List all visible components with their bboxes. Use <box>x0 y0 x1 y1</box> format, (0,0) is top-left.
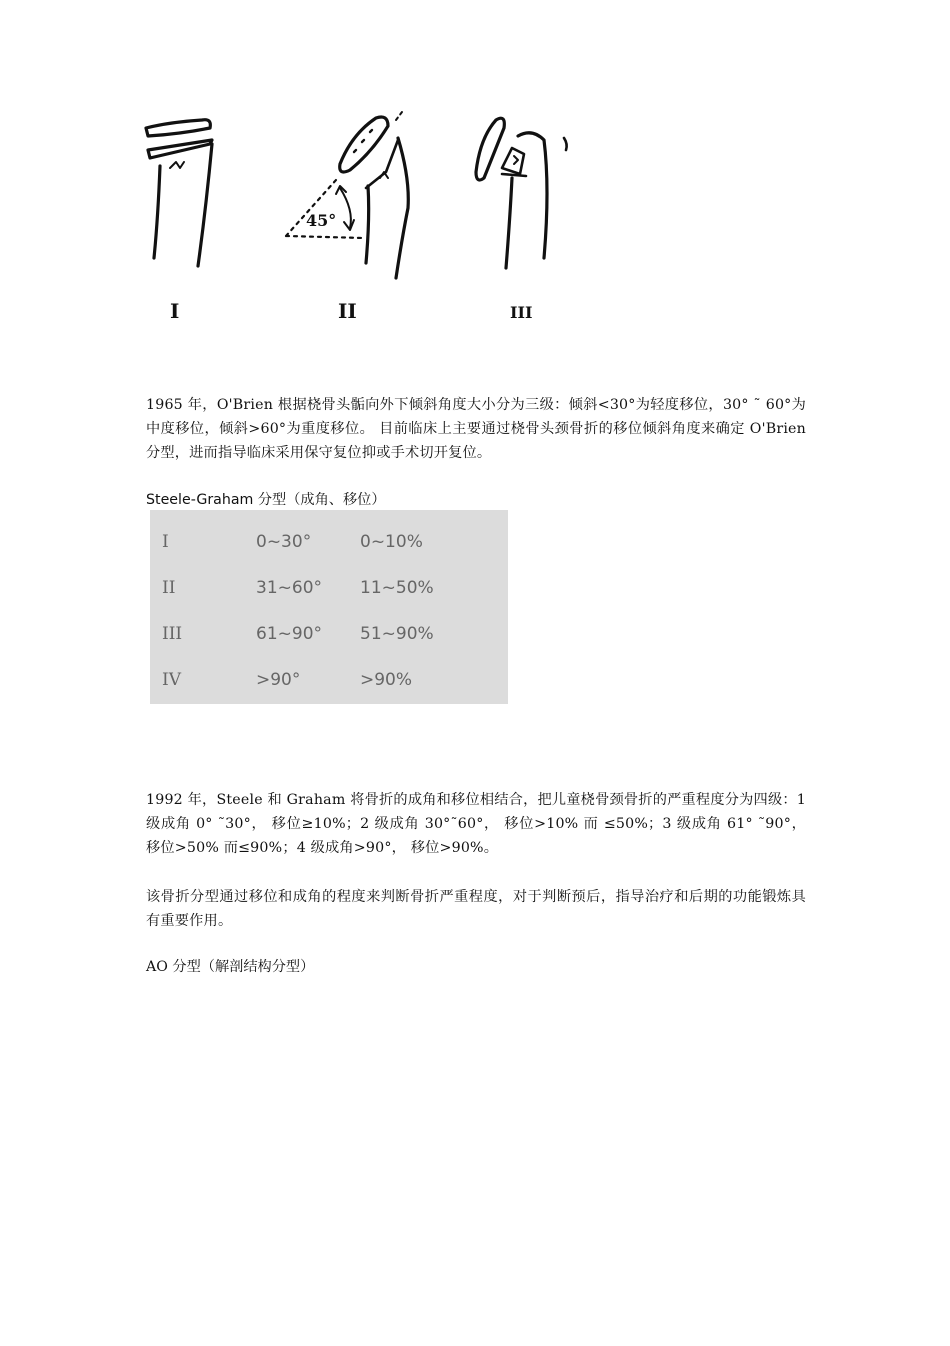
steele-graham-heading: Steele-Graham 分型（成角、移位） <box>146 492 386 508</box>
figure-label-2: II <box>338 299 357 323</box>
table-cell-grade: III <box>162 624 183 644</box>
table-cell-angle: >90° <box>256 670 301 690</box>
table-cell-angle: 31~60° <box>256 578 323 598</box>
angle-arrow <box>340 188 351 228</box>
ao-heading: AO 分型（解剖结构分型） <box>146 959 315 975</box>
table-cell-grade: IV <box>162 670 181 690</box>
figure-label-3: III <box>510 303 533 322</box>
table-cell-displacement: 0~10% <box>360 532 423 552</box>
steele-graham-table <box>150 510 508 704</box>
table-cell-displacement: 51~90% <box>360 624 434 644</box>
figure-1-shaft-right <box>198 144 212 266</box>
obrien-classification-figure <box>140 108 580 333</box>
steele-graham-paragraph: 1992 年，Steele 和 Graham 将骨折的成角和移位相结合，把儿童桡骨颈骨折的严重程度分为四级：1 级成角 0° ˜30°， 移位≥10%；2 级成角 30°˜60°， 移位>10% 而 ≤50%；3 级成角 61° ˜90°， 移位>50% 而≤90%；4 级成角>90°， 移位>90%。 <box>146 792 806 856</box>
figure-2-shaft-right <box>396 138 408 278</box>
figure-label-1: I <box>170 299 180 323</box>
figure-1-shaft-left <box>154 166 160 258</box>
figure-1-radius-head <box>146 120 210 136</box>
table-cell-angle: 0~30° <box>256 532 312 552</box>
figure-2-radius-head <box>340 117 388 172</box>
significance-paragraph: 该骨折分型通过移位和成角的程度来判断骨折严重程度，对于判断预后，指导治疗和后期的功能锻炼具有重要作用。 <box>146 889 806 929</box>
figure-3-radius-head <box>476 118 504 180</box>
obrien-paragraph: 1965 年，O'Brien 根据桡骨头骺向外下倾斜角度大小分为三级：倾斜<30°为轻度移位，30° ˜ 60°为中度移位，倾斜>60°为重度移位。 目前临床上主要通过桡骨头颈骨折的移位倾斜角度来确定 O'Brien 分型，进而指导临床采用保守复位抑或手术切开复位。 <box>146 397 806 461</box>
table-cell-angle: 61~90° <box>256 624 323 644</box>
table-cell-grade: I <box>162 532 169 552</box>
table-cell-displacement: >90% <box>360 670 413 690</box>
figure-2-shaft-left <box>366 186 369 263</box>
table-cell-displacement: 11~50% <box>360 578 434 598</box>
angle-label: 45° <box>306 211 337 230</box>
figure-1-neck <box>148 140 212 158</box>
figure-3-shaft-left <box>506 178 512 268</box>
figure-3-fragment <box>502 148 524 174</box>
table-cell-grade: II <box>162 578 176 598</box>
figure-3-shaft-right <box>518 133 547 258</box>
